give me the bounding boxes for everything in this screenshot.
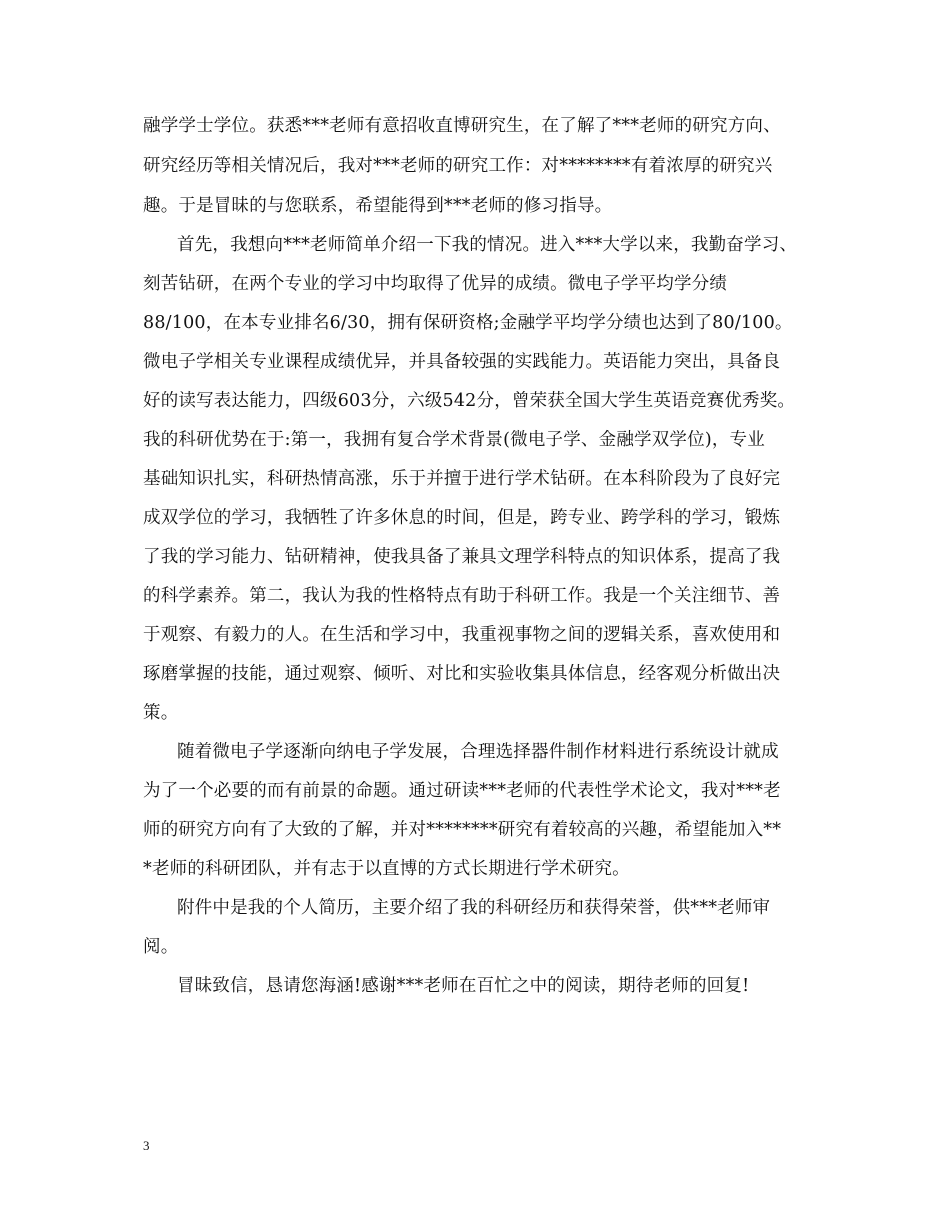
- text-line: 趣。于是冒昧的与您联系，希望能得到***老师的修习指导。: [143, 196, 613, 216]
- text-line: *老师的科研团队，并有志于以直博的方式长期进行学术研究。: [143, 859, 630, 879]
- text-line: 于观察、有毅力的人。在生活和学习中，我重视事物之间的逻辑关系，喜欢使用和: [143, 625, 781, 645]
- text-line: 研究经历等相关情况后，我对***老师的研究工作：对********有着浓厚的研究兴: [143, 156, 773, 176]
- text-line: 成双学位的学习，我牺牲了许多休息的时间，但是，跨专业、跨学科的学习，锻炼: [143, 508, 781, 528]
- text-line: 我的科研优势在于:第一，我拥有复合学术背景(微电子学、金融学双学位)，专业: [143, 430, 765, 450]
- text-line: 好的读写表达能力，四级603分，六级542分，曾荣获全国大学生英语竞赛优秀奖。: [143, 391, 796, 411]
- text-line: 基础知识扎实，科研热情高涨，乐于并擅于进行学术钻研。在本科阶段为了良好完: [143, 469, 781, 489]
- paragraph-first-line: 随着微电子学逐渐向纳电子学发展，合理选择器件制作材料进行系统设计就成: [177, 742, 779, 762]
- text-line: 琢磨掌握的技能，通过观察、倾听、对比和实验收集具体信息，经客观分析做出决: [143, 664, 781, 684]
- text-line: 微电子学相关专业课程成绩优异，并具备较强的实践能力。英语能力突出，具备良: [143, 352, 781, 372]
- text-line: 的科学素养。第二，我认为我的性格特点有助于科研工作。我是一个关注细节、善: [143, 586, 781, 606]
- text-line: 88/100，在本专业排名6/30，拥有保研资格;金融学平均学分绩也达到了80/100。: [143, 313, 793, 333]
- text-line: 刻苦钻研，在两个专业的学习中均取得了优异的成绩。微电子学平均学分绩: [143, 274, 728, 294]
- text-line: 为了一个必要的而有前景的命题。通过研读***老师的代表性学术论文，我对***老: [143, 781, 781, 801]
- text-line: 融学学士学位。获悉***老师有意招收直博研究生，在了解了***老师的研究方向、: [143, 116, 781, 136]
- page-number: 3: [143, 1138, 150, 1153]
- text-line: 策。: [143, 703, 179, 723]
- paragraph-first-line: 首先，我想向***老师简单介绍一下我的情况。进入***大学以来，我勤奋学习、: [177, 235, 798, 255]
- text-line: 师的研究方向有了大致的了解，并对********研究有着较高的兴趣，希望能加入**: [143, 820, 782, 840]
- text-line: 了我的学习能力、钻研精神，使我具备了兼具文理学科特点的知识体系，提高了我: [143, 547, 781, 567]
- text-line: 阅。: [143, 937, 179, 957]
- paragraph-first-line: 冒昧致信，恳请您海涵!感谢***老师在百忙之中的阅读，期待老师的回复!: [177, 976, 750, 996]
- paragraph-first-line: 附件中是我的个人简历，主要介绍了我的科研经历和获得荣誉，供***老师审: [177, 898, 771, 918]
